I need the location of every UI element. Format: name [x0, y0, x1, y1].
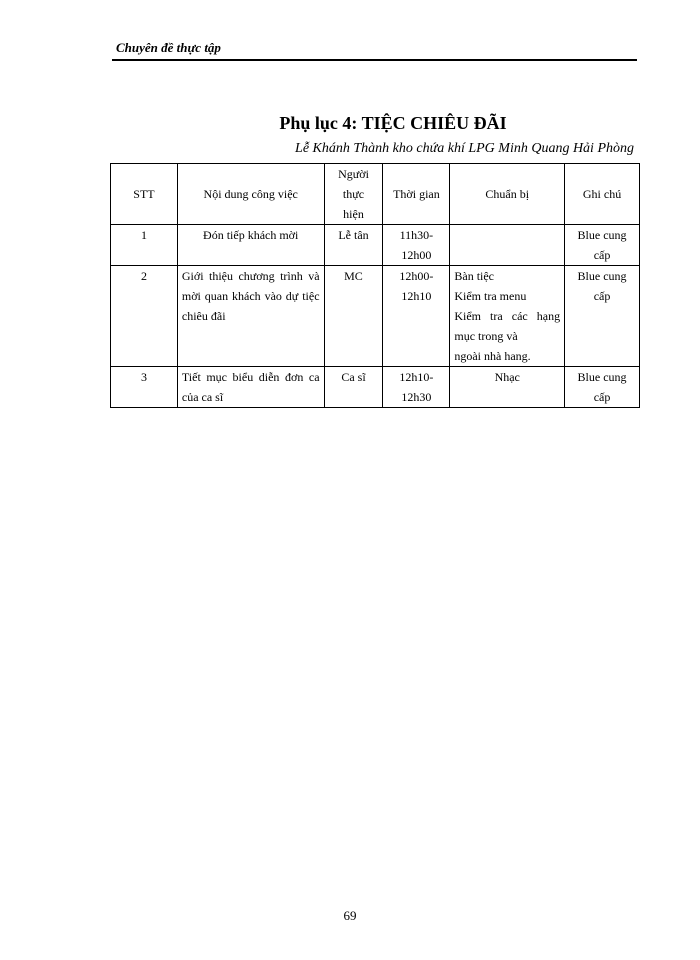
table-row	[111, 266, 640, 367]
header-person-line: thực	[342, 187, 365, 201]
cell-note-line: cấp	[593, 390, 611, 404]
cell-note-line: Blue cung	[577, 269, 627, 283]
header-time: Thời gian	[383, 164, 450, 225]
cell-prep-line: Kiểm tra menu	[454, 289, 527, 303]
cell-time-line: 12h10	[401, 289, 432, 303]
cell-time-line: 11h30-	[399, 228, 434, 242]
cell-time-line: 12h00	[401, 248, 432, 262]
cell-prep-line: Kiểm tra các hạng mục trong và	[454, 309, 561, 343]
schedule-table	[110, 163, 640, 408]
cell-stt: 1	[111, 225, 178, 266]
cell-note-line: Blue cung	[577, 370, 627, 384]
cell-person: Ca sĩ	[324, 367, 383, 408]
header-person-line: hiện	[343, 207, 364, 221]
cell-person: MC	[324, 266, 383, 367]
appendix-title: Phụ lục 4: TIỆC CHIÊU ĐÃI	[279, 113, 507, 133]
cell-content: Tiết mục biểu diễn đơn ca của ca sĩ	[177, 367, 324, 408]
cell-prep	[450, 225, 565, 266]
cell-note	[565, 225, 640, 266]
cell-note-line: cấp	[593, 248, 611, 262]
cell-time-line: 12h10-	[399, 370, 434, 384]
cell-stt: 3	[111, 367, 178, 408]
cell-time	[383, 266, 450, 367]
cell-note	[565, 367, 640, 408]
cell-note	[565, 266, 640, 367]
header-divider	[112, 59, 637, 61]
cell-time	[383, 225, 450, 266]
cell-prep-line: Bàn tiệc	[454, 269, 495, 283]
table-row	[111, 225, 640, 266]
cell-note-line: cấp	[593, 289, 611, 303]
appendix-subtitle: Lễ Khánh Thành kho chứa khí LPG Minh Quang Hải Phòng	[295, 141, 634, 156]
cell-content: Giới thiệu chương trình và mời quan khách vào dự tiệc chiêu đãi	[177, 266, 324, 367]
cell-stt: 2	[111, 266, 178, 367]
cell-content: Đón tiếp khách mời	[177, 225, 324, 266]
header-person	[324, 164, 383, 225]
cell-time-line: 12h30	[401, 390, 432, 404]
cell-time-line: 12h00-	[399, 269, 434, 283]
table-header-row	[111, 164, 640, 225]
page-number: 69	[343, 908, 357, 923]
running-header-title: Chuyên đề thực tập	[116, 40, 221, 55]
header-note: Ghi chú	[565, 164, 640, 225]
cell-prep	[450, 266, 565, 367]
header-person-line: Người	[338, 167, 369, 181]
cell-person: Lễ tân	[324, 225, 383, 266]
header-content: Nội dung công việc	[177, 164, 324, 225]
cell-prep: Nhạc	[450, 367, 565, 408]
cell-note-line: Blue cung	[577, 228, 627, 242]
header-prep: Chuẩn bị	[450, 164, 565, 225]
cell-time	[383, 367, 450, 408]
header-stt: STT	[111, 164, 178, 225]
cell-prep-line: ngoài nhà hang.	[454, 349, 531, 363]
table-row	[111, 367, 640, 408]
